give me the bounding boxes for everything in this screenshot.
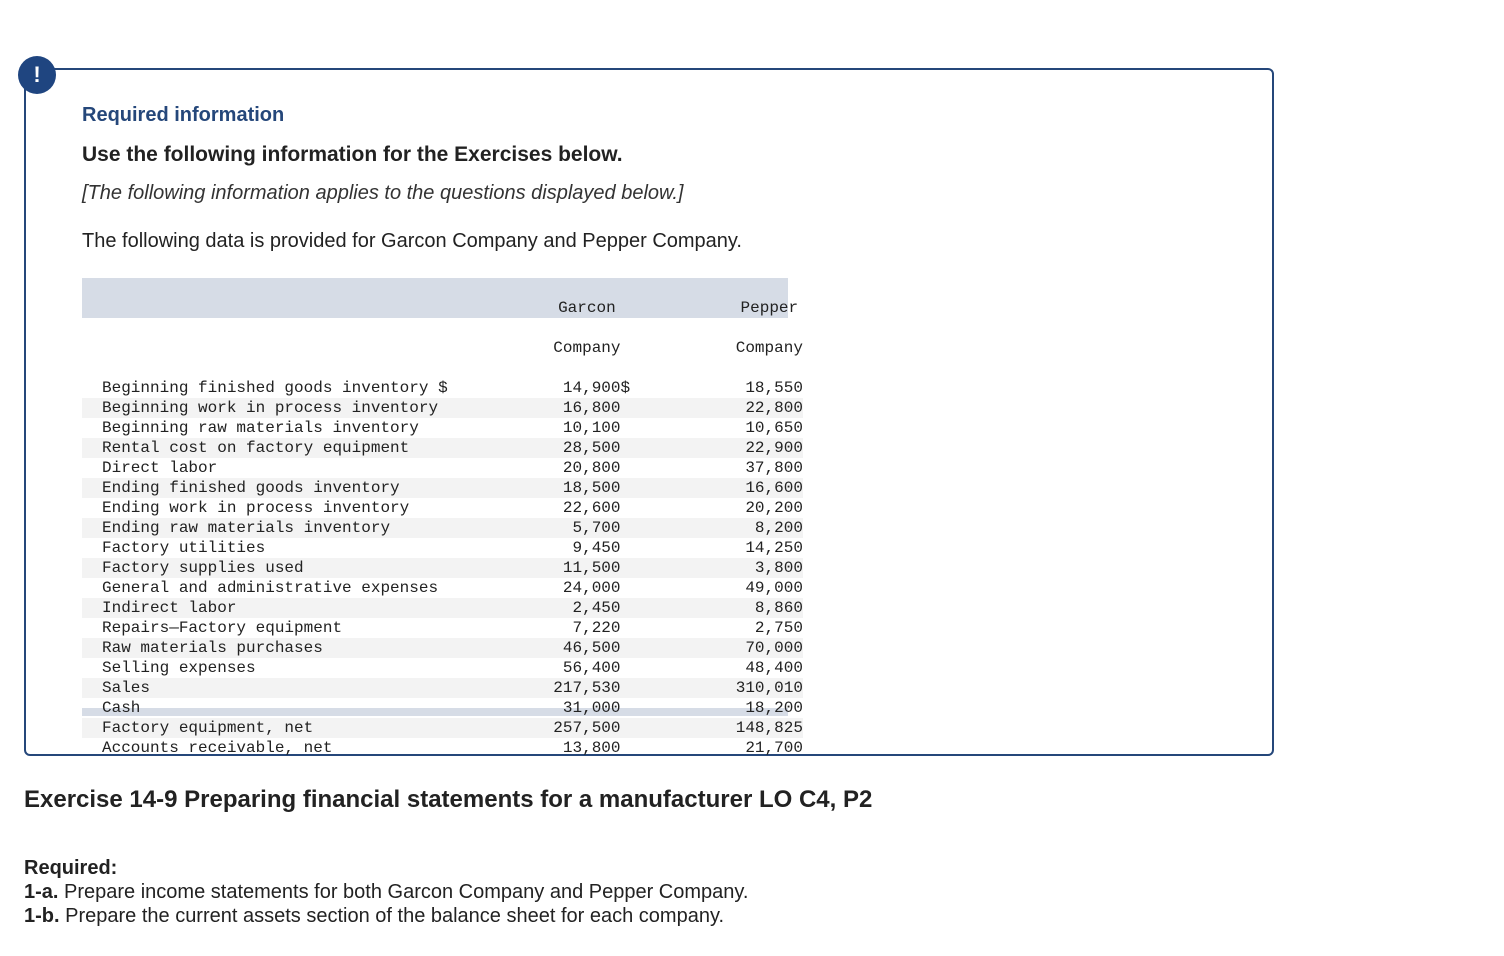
table-row [82, 518, 803, 538]
pepper-value: 37,800 [745, 459, 803, 477]
pepper-currency [621, 518, 654, 538]
table-row [82, 598, 803, 618]
pepper-value: 8,860 [653, 598, 803, 618]
row-label: Cash [102, 699, 141, 717]
garcon-currency [438, 658, 475, 678]
garcon-value: 20,800 [562, 459, 621, 477]
table-row [82, 438, 803, 458]
header-blank [82, 278, 438, 378]
table-row [82, 678, 803, 698]
garcon-value: 217,530 [475, 678, 620, 698]
garcon-value: 13,800 [562, 739, 621, 757]
header-pepper [621, 278, 803, 378]
table-row [82, 418, 803, 438]
required-information-heading: Required information [82, 104, 285, 126]
garcon-value: 16,800 [475, 398, 620, 418]
pepper-currency [621, 738, 654, 758]
table-row [82, 378, 803, 398]
row-label: Sales [82, 678, 438, 698]
pepper-value: 70,000 [653, 638, 803, 658]
row-label: Beginning finished goods inventory [102, 379, 429, 397]
intro-text: The following data is provided for Garcon Company and Pepper Company. [82, 230, 742, 252]
pepper-currency [621, 578, 654, 598]
pepper-currency [621, 478, 654, 498]
required-label: Required: [24, 857, 118, 879]
exercise-title: Exercise 14-9 Preparing financial statements for a manufacturer LO C4, P2 [24, 786, 873, 813]
pepper-value: 20,200 [745, 499, 803, 517]
row-label: Raw materials purchases [82, 638, 438, 658]
pepper-value: 18,550 [745, 379, 803, 397]
row-label: Factory supplies used [82, 558, 438, 578]
garcon-currency [438, 438, 475, 458]
pepper-currency [621, 438, 654, 458]
row-label: Ending finished goods inventory [82, 478, 438, 498]
required-item-text: Prepare income statements for both Garcon Company and Pepper Company. [58, 881, 749, 903]
garcon-currency [438, 418, 475, 438]
header-garcon [438, 278, 620, 378]
required-item-text: Prepare the current assets section of the balance sheet for each company. [59, 905, 725, 927]
table-row [82, 618, 803, 638]
garcon-currency [438, 518, 475, 538]
garcon-value: 10,100 [562, 419, 621, 437]
instruction-text: Use the following information for the Exercises below. [82, 143, 623, 166]
row-label: Selling expenses [102, 659, 256, 677]
garcon-currency [438, 718, 475, 738]
row-label: Beginning raw materials inventory [102, 419, 419, 437]
garcon-value: 18,500 [475, 478, 620, 498]
row-label: Ending work in process inventory [102, 499, 410, 517]
required-section [24, 856, 748, 928]
table-row [82, 578, 803, 598]
garcon-value: 14,900 [562, 379, 621, 397]
table-row [82, 498, 803, 518]
garcon-value: 7,220 [572, 619, 621, 637]
table-row [82, 558, 803, 578]
row-label: General and administrative expenses [102, 579, 439, 597]
pepper-value: 10,650 [745, 419, 803, 437]
pepper-currency [621, 398, 654, 418]
row-label: Rental cost on factory equipment [82, 438, 438, 458]
table-body [82, 378, 803, 758]
pepper-currency [621, 458, 654, 478]
garcon-currency [438, 478, 475, 498]
table-row [82, 738, 803, 758]
garcon-value: 9,450 [572, 539, 621, 557]
header-garcon-line1: Garcon [558, 299, 616, 317]
table-row [82, 478, 803, 498]
garcon-value: 11,500 [475, 558, 620, 578]
row-label: Beginning work in process inventory [82, 398, 438, 418]
row-label: Accounts receivable, net [102, 739, 333, 757]
row-label: Indirect labor [82, 598, 438, 618]
row-label: Ending raw materials inventory [82, 518, 438, 538]
garcon-value: 5,700 [475, 518, 620, 538]
required-information-box [24, 68, 1274, 756]
pepper-value: 148,825 [653, 718, 803, 738]
pepper-value: 49,000 [745, 579, 803, 597]
required-item-1b [24, 904, 748, 928]
table-row [82, 458, 803, 478]
header-pepper-line2: Company [735, 339, 803, 357]
pepper-currency [621, 698, 654, 718]
garcon-value: 22,600 [562, 499, 621, 517]
alert-icon: ! [18, 56, 56, 94]
applies-note: [The following information applies to the questions displayed below.] [82, 182, 684, 204]
garcon-value: 28,500 [475, 438, 620, 458]
pepper-value: 22,800 [653, 398, 803, 418]
required-item-number: 1-b. [24, 905, 60, 927]
pepper-value: 14,250 [745, 539, 803, 557]
garcon-currency [438, 578, 475, 598]
pepper-value: 21,700 [745, 739, 803, 757]
pepper-currency [621, 658, 654, 678]
pepper-currency [621, 538, 654, 558]
row-label: Factory equipment, net [82, 718, 438, 738]
pepper-currency [621, 418, 654, 438]
table-row [82, 398, 803, 418]
table-row [82, 718, 803, 738]
row-label: Factory utilities [102, 539, 266, 557]
garcon-value: 31,000 [562, 699, 621, 717]
garcon-currency [438, 498, 475, 518]
table-row [82, 658, 803, 678]
pepper-currency [621, 718, 654, 738]
pepper-value: 18,200 [745, 699, 803, 717]
table-row [82, 698, 803, 718]
pepper-value: 310,010 [653, 678, 803, 698]
header-pepper-line1: Pepper [740, 299, 799, 317]
garcon-currency [438, 458, 475, 478]
garcon-value: 24,000 [562, 579, 621, 597]
garcon-currency [438, 538, 475, 558]
garcon-currency [438, 698, 475, 718]
garcon-currency [438, 738, 475, 758]
garcon-value: 257,500 [475, 718, 620, 738]
pepper-value: 2,750 [754, 619, 803, 637]
table-row [82, 538, 803, 558]
table-row [82, 638, 803, 658]
pepper-currency [621, 558, 654, 578]
garcon-currency: $ [438, 379, 448, 397]
garcon-currency [438, 638, 475, 658]
data-table-container [82, 278, 803, 757]
pepper-value: 48,400 [745, 659, 803, 677]
garcon-currency [438, 678, 475, 698]
required-item-number: 1-a. [24, 881, 59, 903]
required-item-1a [24, 880, 748, 904]
pepper-currency [621, 598, 654, 618]
garcon-value: 56,400 [562, 659, 621, 677]
garcon-currency [438, 558, 475, 578]
row-label: Repairs—Factory equipment [102, 619, 343, 637]
pepper-value: 8,200 [653, 518, 803, 538]
garcon-value: 46,500 [475, 638, 620, 658]
garcon-currency [438, 598, 475, 618]
pepper-currency [621, 498, 654, 518]
pepper-currency: $ [620, 379, 631, 397]
pepper-value: 22,900 [653, 438, 803, 458]
company-data-table [82, 278, 803, 758]
header-garcon-line2: Company [553, 339, 621, 357]
pepper-currency [621, 638, 654, 658]
row-label: Direct labor [102, 459, 218, 477]
garcon-currency [438, 618, 475, 638]
pepper-currency [621, 678, 654, 698]
pepper-currency [621, 618, 654, 638]
garcon-value: 2,450 [475, 598, 620, 618]
pepper-value: 3,800 [653, 558, 803, 578]
pepper-value: 16,600 [653, 478, 803, 498]
garcon-currency [438, 398, 475, 418]
